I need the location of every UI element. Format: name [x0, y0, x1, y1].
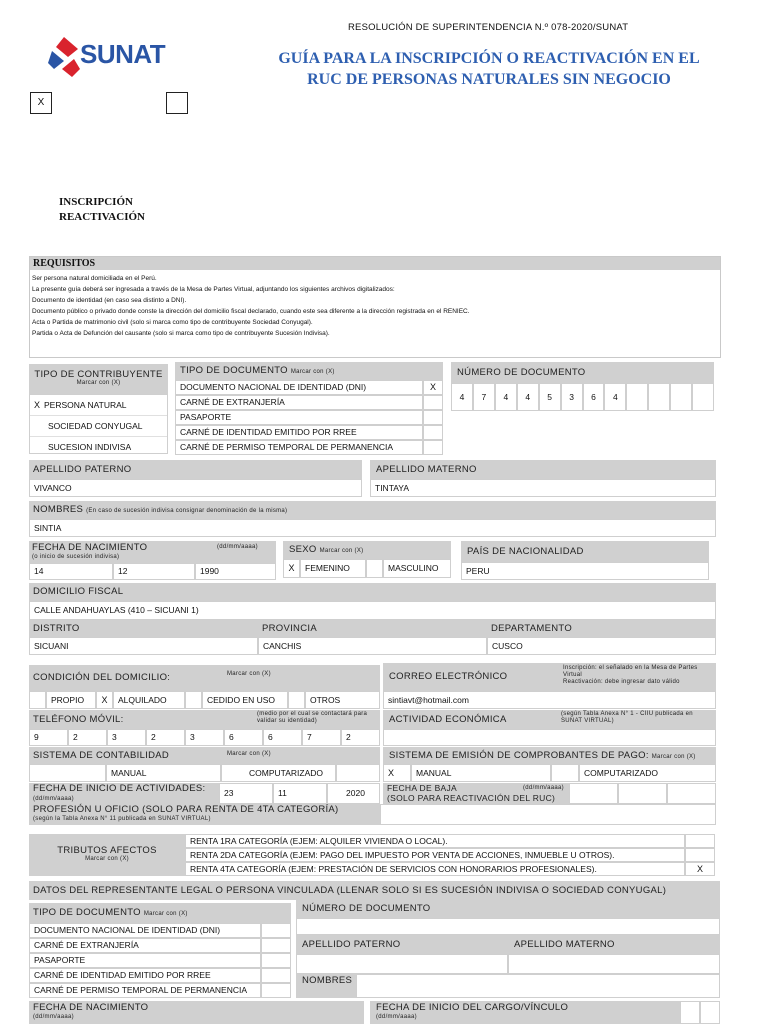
- telefono-digit: 2: [341, 729, 380, 746]
- correo-note-reactivacion: Reactivación: debe ingresar dato válido: [563, 679, 680, 685]
- pais-label: PAÍS DE NACIONALIDAD: [461, 541, 709, 562]
- profesion-field[interactable]: [380, 804, 716, 825]
- inscripcion-label: INSCRIPCIÓN: [59, 196, 133, 208]
- nombres-hint: (En caso de sucesión indivisa consignar denominación de la misma): [86, 508, 288, 514]
- requisito-item: Ser persona natural domiciliada en el Perú.: [32, 275, 157, 282]
- document-digit: 7: [473, 383, 495, 411]
- sunat-logo: [46, 35, 186, 85]
- masculino-checkbox[interactable]: [366, 559, 383, 578]
- rep-documento-option-label: DOCUMENTO NACIONAL DE IDENTIDAD (DNI): [29, 923, 261, 938]
- documento-option-label: CARNÉ DE PERMISO TEMPORAL DE PERMANENCIA: [175, 440, 423, 455]
- option-label: SUCESION INDIVISA: [48, 441, 132, 452]
- tributo-option-mark[interactable]: X: [685, 862, 715, 876]
- inicio-actividades-label: FECHA DE INICIO DE ACTIVIDADES:: [33, 783, 206, 794]
- profesion-label: PROFESIÓN U OFICIO (SOLO PARA RENTA DE 4TA CATEGORÍA): [33, 804, 339, 815]
- emision-options: [383, 764, 716, 782]
- rep-numero-label: NÚMERO DE DOCUMENTO: [296, 900, 720, 918]
- inicio-actividades-header: [29, 783, 219, 804]
- emision-manual-checkbox[interactable]: X: [383, 764, 411, 782]
- documento-option-row[interactable]: [175, 380, 443, 395]
- inicio-actividades-format: (dd/mm/aaaa): [33, 796, 74, 802]
- departamento-label: DEPARTAMENTO: [487, 620, 716, 637]
- document-digit: [626, 383, 648, 411]
- rep-materno-label: APELLIDO MATERNO: [508, 935, 720, 954]
- telefono-digit: 6: [224, 729, 263, 746]
- title-line-2: RUC DE PERSONAS NATURALES SIN NEGOCIO: [307, 71, 671, 88]
- sunat-logo-icon: [46, 35, 82, 81]
- tributos-header: [29, 834, 185, 876]
- rep-documento-option-row[interactable]: [29, 983, 291, 998]
- rep-materno-field[interactable]: [508, 954, 720, 974]
- inicio-actividades-month: 11: [273, 783, 327, 804]
- documento-option-label: DOCUMENTO NACIONAL DE IDENTIDAD (DNI): [175, 380, 423, 395]
- documento-option-mark[interactable]: [423, 425, 443, 440]
- sexo-header: [283, 541, 451, 559]
- contabilidad-header: [29, 747, 380, 764]
- propio-label: PROPIO: [46, 691, 96, 709]
- rep-documento-option-mark[interactable]: [261, 938, 291, 953]
- rep-documento-option-mark[interactable]: [261, 923, 291, 938]
- contabilidad-manual-label: MANUAL: [106, 764, 221, 782]
- rep-documento-option-row[interactable]: [29, 923, 291, 938]
- nacimiento-header: [29, 541, 276, 563]
- document-digit: [692, 383, 714, 411]
- document-digit: [670, 383, 692, 411]
- requisitos-box: [29, 256, 721, 358]
- tipo-documento-header: [175, 362, 443, 380]
- telefono-hint: (medio por el cual se contactará para validar su identidad): [257, 711, 368, 724]
- alquilado-checkbox[interactable]: X: [96, 691, 113, 709]
- actividad-field[interactable]: [383, 729, 716, 746]
- contabilidad-options: [29, 764, 380, 782]
- contabilidad-hint: Marcar con (X): [227, 751, 271, 757]
- requisito-item: Documento público o privado donde conste la dirección del domicilio fiscal declarado, cuando este sea diferente a la dirección registrada en el RENIEC.: [32, 308, 470, 315]
- telefono-digit: 3: [107, 729, 146, 746]
- nacimiento-day: 14: [29, 563, 113, 580]
- sexo-hint: Marcar con (X): [319, 548, 364, 554]
- correo-label: CORREO ELECTRÓNICO: [389, 671, 508, 682]
- tipo-contribuyente-label: TIPO DE CONTRIBUYENTE: [34, 369, 163, 380]
- otros-checkbox[interactable]: [288, 691, 305, 709]
- rep-paterno-label: APELLIDO PATERNO: [296, 935, 508, 954]
- numero-documento-label: NÚMERO DE DOCUMENTO: [451, 362, 714, 383]
- provincia-label: PROVINCIA: [258, 620, 487, 637]
- condicion-header: [29, 665, 380, 691]
- document-digit: 3: [561, 383, 583, 411]
- telefono-header: [29, 710, 380, 729]
- rep-documento-option-label: CARNÉ DE EXTRANJERÍA: [29, 938, 261, 953]
- rep-inicio-cargo-field[interactable]: [680, 1001, 720, 1024]
- correo-header: [383, 663, 716, 691]
- contabilidad-manual-checkbox[interactable]: [29, 764, 106, 782]
- representante-title: DATOS DEL REPRESENTANTE LEGAL O PERSONA VINCULADA (LLENAR SOLO SI ES SUCESIÓN INDIVISA O SOCIEDAD CONYUGAL): [29, 881, 720, 900]
- rep-documento-option-row[interactable]: [29, 953, 291, 968]
- tipo-contribuyente-hint: Marcar con (X): [76, 380, 121, 386]
- cedido-checkbox[interactable]: [185, 691, 202, 709]
- rep-nombres-field[interactable]: [356, 974, 720, 998]
- telefono-digit: 9: [29, 729, 68, 746]
- option-mark: X: [33, 400, 40, 410]
- condicion-label: CONDICIÓN DEL DOMICILIO:: [33, 672, 171, 683]
- apellido-paterno-label: APELLIDO PATERNO: [29, 460, 362, 479]
- domicilio-label: DOMICILIO FISCAL: [29, 583, 716, 601]
- nacimiento-field[interactable]: [29, 563, 276, 580]
- document-digit: [648, 383, 670, 411]
- apellido-paterno-field[interactable]: VIVANCO: [29, 479, 362, 497]
- contribuyente-option-persona[interactable]: [30, 395, 167, 416]
- rep-inicio-cargo-label: FECHA DE INICIO DEL CARGO/VÍNCULO: [376, 1002, 569, 1013]
- tributo-option-mark[interactable]: [685, 834, 715, 848]
- rep-inicio-cargo-header: [370, 1001, 680, 1024]
- rep-documento-option-label: PASAPORTE: [29, 953, 261, 968]
- inicio-actividades-year: 2020: [327, 783, 380, 804]
- domicilio-field[interactable]: CALLE ANDAHUAYLAS (410 – SICUANI 1): [29, 601, 716, 620]
- document-digit: 4: [451, 383, 473, 411]
- rep-inicio-cargo-format: (dd/mm/aaaa): [376, 1014, 417, 1020]
- tributo-option-mark[interactable]: [685, 848, 715, 862]
- condicion-hint: Marcar con (X): [227, 671, 271, 677]
- requisito-item: La presente guía deberá ser ingresada a través de la Mesa de Partes Virtual, adjuntando los siguientes archivos digitalizados:: [32, 286, 395, 293]
- resolution-number: RESOLUCIÓN DE SUPERINTENDENCIA N.º 078-2020/SUNAT: [348, 22, 629, 33]
- baja-label: FECHA DE BAJA: [387, 783, 458, 793]
- alquilado-label: ALQUILADO: [113, 691, 185, 709]
- rep-documento-option-mark[interactable]: [261, 968, 291, 983]
- rep-documento-option-row[interactable]: [29, 938, 291, 953]
- tributos-options: [185, 834, 715, 876]
- actividad-label: ACTIVIDAD ECONÓMICA: [389, 714, 507, 725]
- profesion-header: [29, 804, 380, 825]
- requisito-item: Acta o Partida de matrimonio civil (solo si marca como tipo de contribuyente Sociedad Conyugal).: [32, 319, 313, 326]
- document-digit: 5: [539, 383, 561, 411]
- tributo-option-label: RENTA 1RA CATEGORÍA (EJEM: ALQUILER VIVIENDA O LOCAL).: [185, 834, 685, 848]
- nacimiento-format: (dd/mm/aaaa): [217, 544, 258, 550]
- rep-nacimiento-header: [29, 1001, 364, 1024]
- femenino-label: FEMENINO: [300, 559, 366, 578]
- selection-labels: [59, 195, 145, 225]
- tributos-label: TRIBUTOS AFECTOS: [57, 845, 157, 856]
- rep-inicio-cargo-cell: [680, 1001, 700, 1024]
- emision-label: SISTEMA DE EMISIÓN DE COMPROBANTES DE PAGO:: [389, 750, 649, 761]
- emision-hint: Marcar con (X): [651, 754, 696, 760]
- baja-field[interactable]: [569, 783, 716, 804]
- sexo-label: SEXO: [289, 544, 317, 555]
- telefono-digit: 7: [302, 729, 341, 746]
- baja-month: [618, 783, 667, 804]
- documento-option-row[interactable]: [175, 440, 443, 455]
- documento-option-label: PASAPORTE: [175, 410, 423, 425]
- rep-tipo-header: [29, 903, 291, 923]
- rep-documento-option-label: CARNÉ DE PERMISO TEMPORAL DE PERMANENCIA: [29, 983, 261, 998]
- provincia-field[interactable]: CANCHIS: [258, 637, 487, 655]
- contribuyente-option-sociedad[interactable]: [30, 416, 167, 437]
- correo-notes: [563, 665, 715, 686]
- nacimiento-year: 1990: [195, 563, 276, 580]
- baja-day: [569, 783, 618, 804]
- rep-tipo-options: [29, 923, 291, 998]
- logo-text: SUNAT: [80, 39, 166, 69]
- inicio-actividades-field[interactable]: [219, 783, 380, 804]
- requisitos-title: REQUISITOS: [30, 257, 720, 270]
- contabilidad-label: SISTEMA DE CONTABILIDAD: [33, 750, 170, 761]
- correo-note-inscripcion: Inscripción: el señalado en la Mesa de Partes Virtual: [563, 665, 698, 678]
- propio-checkbox[interactable]: [29, 691, 46, 709]
- rep-documento-option-row[interactable]: [29, 968, 291, 983]
- rep-tipo-label: TIPO DE DOCUMENTO: [33, 907, 141, 918]
- requisito-item: Documento de identidad (en caso sea distinto a DNI).: [32, 297, 187, 304]
- nacimiento-label: FECHA DE NACIMIENTO: [32, 542, 148, 553]
- documento-option-row[interactable]: [175, 395, 443, 410]
- rep-inicio-cargo-cell: [700, 1001, 720, 1024]
- baja-header: [383, 783, 569, 804]
- masculino-label: MASCULINO: [383, 559, 451, 578]
- reactivacion-label: REACTIVACIÓN: [59, 211, 145, 223]
- requisitos-list: [30, 270, 720, 339]
- rep-paterno-field[interactable]: [296, 954, 508, 974]
- documento-option-mark[interactable]: [423, 410, 443, 425]
- telefono-digit: 6: [263, 729, 302, 746]
- documento-option-mark[interactable]: X: [423, 380, 443, 395]
- apellido-materno-field[interactable]: TINTAYA: [370, 479, 716, 497]
- contabilidad-comp-label: COMPUTARIZADO: [221, 764, 336, 782]
- emision-manual-label: MANUAL: [411, 764, 551, 782]
- profesion-hint: (según la Tabla Anexa N° 11 publicada en SUNAT VIRTUAL): [33, 816, 211, 822]
- nombres-label: NOMBRES: [33, 504, 84, 515]
- tributo-option-row[interactable]: [185, 834, 715, 848]
- document-digit: 4: [604, 383, 626, 411]
- baja-sublabel: (SOLO PARA REACTIVACIÓN DEL RUC): [387, 793, 556, 803]
- nacimiento-month: 12: [113, 563, 195, 580]
- tipo-documento-label: TIPO DE DOCUMENTO: [180, 365, 288, 376]
- documento-option-mark[interactable]: [423, 440, 443, 455]
- tipo-contribuyente-options: [29, 394, 168, 454]
- contribuyente-option-sucesion[interactable]: [30, 437, 167, 456]
- option-label: SOCIEDAD CONYUGAL: [48, 421, 143, 431]
- tributo-option-label: RENTA 4TA CATEGORÍA (EJEM: PRESTACIÓN DE SERVICIOS CON HONORARIOS PROFESIONALES).: [185, 862, 685, 876]
- rep-documento-option-label: CARNÉ DE IDENTIDAD EMITIDO POR RREE: [29, 968, 261, 983]
- telefono-field[interactable]: [29, 729, 380, 746]
- contabilidad-comp-checkbox[interactable]: [336, 764, 380, 782]
- nombres-header: [29, 501, 716, 519]
- rep-numero-field[interactable]: [296, 918, 720, 935]
- rep-nacimiento-label: FECHA DE NACIMIENTO: [33, 1002, 149, 1013]
- telefono-label: TELÉFONO MÓVIL:: [33, 714, 124, 725]
- telefono-digit: 2: [146, 729, 185, 746]
- requisito-item: Partida o Acta de Defunción del causante (solo si marca como tipo de contribuyente Sucesión Indivisa).: [32, 330, 330, 337]
- femenino-checkbox[interactable]: X: [283, 559, 300, 578]
- otros-label: OTROS: [305, 691, 380, 709]
- documento-option-label: CARNÉ DE EXTRANJERÍA: [175, 395, 423, 410]
- inscripcion-checkbox[interactable]: X: [30, 92, 52, 114]
- pais-field[interactable]: PERU: [461, 562, 709, 580]
- title-line-1: GUÍA PARA LA INSCRIPCIÓN O REACTIVACIÓN EN EL: [278, 50, 700, 67]
- tributo-option-row[interactable]: [185, 862, 715, 876]
- page-title: [244, 48, 734, 90]
- document-digit: 4: [495, 383, 517, 411]
- documento-option-row[interactable]: [175, 425, 443, 440]
- distrito-label: DISTRITO: [29, 620, 258, 637]
- nombres-field[interactable]: SINTIA: [29, 519, 716, 537]
- baja-format: (dd/mm/aaaa): [523, 785, 564, 791]
- cedido-label: CEDIDO EN USO: [202, 691, 288, 709]
- documento-option-label: CARNÉ DE IDENTIDAD EMITIDO POR RREE: [175, 425, 423, 440]
- tributos-hint: Marcar con (X): [85, 856, 129, 862]
- tributo-option-label: RENTA 2DA CATEGORÍA (EJEM: PAGO DEL IMPUESTO POR VENTA DE ACCIONES, INMUEBLE U OTROS).: [185, 848, 685, 862]
- actividad-hint: (según Tabla Anexa N° 1 - CIIU publicada en SUNAT VIRTUAL): [561, 711, 693, 724]
- documento-option-mark[interactable]: [423, 395, 443, 410]
- departamento-field[interactable]: CUSCO: [487, 637, 716, 655]
- telefono-digit: 3: [185, 729, 224, 746]
- sexo-options: [283, 559, 451, 578]
- distrito-field[interactable]: SICUANI: [29, 637, 258, 655]
- baja-year: [667, 783, 716, 804]
- numero-documento-field[interactable]: [451, 383, 714, 411]
- reactivacion-checkbox[interactable]: [166, 92, 188, 114]
- document-digit: 4: [517, 383, 539, 411]
- rep-tipo-hint: Marcar con (X): [143, 911, 188, 917]
- option-label: PERSONA NATURAL: [44, 400, 127, 410]
- nacimiento-sublabel: (o inicio de sucesión indivisa): [32, 554, 120, 560]
- emision-header: [383, 747, 716, 764]
- emision-comp-checkbox[interactable]: [551, 764, 579, 782]
- rep-nombres-label: NOMBRES: [296, 974, 356, 998]
- apellido-materno-label: APELLIDO MATERNO: [370, 460, 716, 479]
- document-digit: 6: [583, 383, 605, 411]
- tipo-contribuyente-header: [29, 364, 168, 394]
- documento-option-row[interactable]: [175, 410, 443, 425]
- condicion-options: [29, 691, 380, 709]
- actividad-header: [383, 710, 716, 729]
- tipo-documento-hint: Marcar con (X): [290, 369, 335, 375]
- telefono-digit: 2: [68, 729, 107, 746]
- rep-nacimiento-format: (dd/mm/aaaa): [33, 1014, 74, 1020]
- tipo-documento-options: [175, 380, 443, 455]
- emision-comp-label: COMPUTARIZADO: [579, 764, 716, 782]
- correo-field[interactable]: sintiavt@hotmail.com: [383, 691, 716, 709]
- rep-documento-option-mark[interactable]: [261, 953, 291, 968]
- inicio-actividades-day: 23: [219, 783, 273, 804]
- tributo-option-row[interactable]: [185, 848, 715, 862]
- rep-documento-option-mark[interactable]: [261, 983, 291, 998]
